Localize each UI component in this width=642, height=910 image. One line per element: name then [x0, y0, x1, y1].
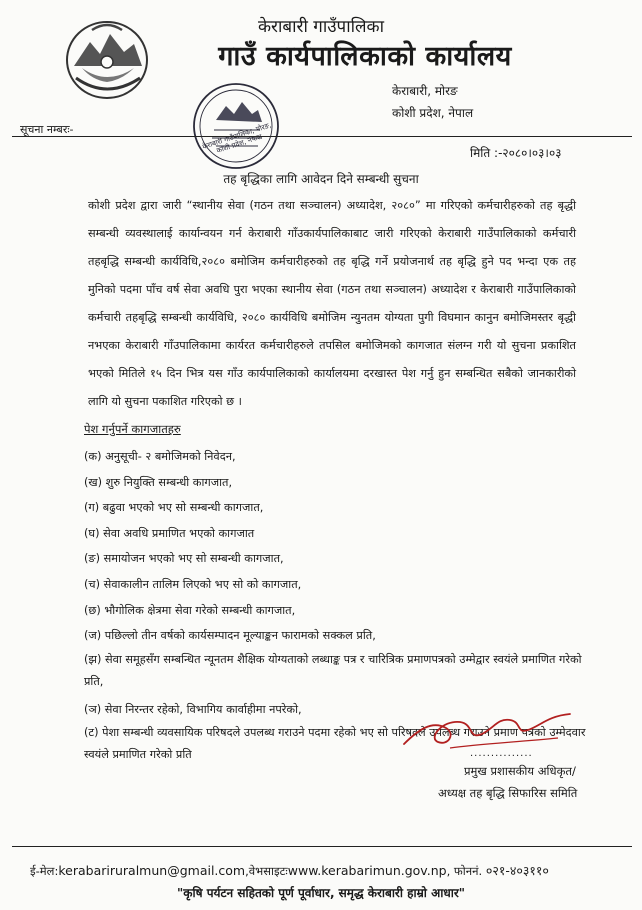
footer-contact: [30, 862, 549, 879]
stamp-text: केराबारी गाउँपालिका, मोरङ, कोशी प्रदेश, नेपाल: [201, 121, 273, 155]
notice-number-label: सूचना नम्बरः-: [20, 123, 74, 136]
notice-subject: तह बृद्धिका लागि आवेदन दिने सम्बन्धी सुचना: [223, 172, 419, 186]
signatory-subtitle: अध्यक्ष तह बृद्धि सिफारिस समिति: [438, 786, 578, 800]
document-item: (ञ) सेवा निरन्तर रहेको, विभागिय कार्वाहीमा नपरेको,: [84, 702, 302, 716]
documents-heading: पेश गर्नुपर्ने कागजातहरु: [84, 422, 181, 436]
website-label: ,वेभसाइटः: [245, 864, 288, 878]
document-item: (ग) बढुवा भएको भए सो सम्बन्धी कागजात,: [84, 501, 264, 515]
signature-line: ...............: [470, 748, 533, 759]
document-item: (ङ) समायोजन भएको भए सो सम्बन्धी कागजात,: [84, 552, 284, 566]
document-item: (च) सेवाकालीन तालिम लिएको भए सो को कागजात,: [84, 577, 302, 591]
email-link[interactable]: kerabariruralmun@gmail.com: [58, 863, 246, 878]
header-divider: [12, 136, 632, 137]
phone-label: , फोननं.: [446, 864, 486, 878]
notice-date: मिति :-२०८०।०३।०३: [470, 146, 562, 160]
office-address: [392, 80, 473, 124]
document-item: (छ) भौगोलिक क्षेत्रमा सेवा गरेको सम्बन्धी कागजात,: [84, 603, 296, 617]
document-item: (घ) सेवा अवधि प्रमाणित भएको कागजात: [84, 526, 255, 540]
document-item: (ख) शुरु नियुक्ति सम्बन्धी कागजात,: [84, 475, 233, 489]
notice-body: कोशी प्रदेश द्वारा जारी “स्थानीय सेवा (गठन तथा सञ्चालन) अध्यादेश, २०८०” मा गरिएको कर्मचारीहरुको तह बृद्धी सम्बन्धी व्यवस्थालाई कार्यान्वयन गर्न केराबारी गाँउकार्यपालिकाबाट जारी गरिएको केराबारी गाउँपालिकाको कर्मचारी तहबृद्धि सम्बन्धी कार्यविधि,२०८० बमोजिम कर्मचारीहरुको तह बृद्धि गर्ने प्रयोजनार्थ तह बृद्धि हुने पद भन्दा एक तह मुनिको पदमा पाँच वर्ष सेवा अवधि पुरा भएका स्थानीय सेवा (गठन तथा सञ्चालन) अध्यादेश र केराबारी गाउँपालिकाको कर्मचारी तहबृद्धि सम्बन्धी कार्यविधि, २०८० कार्यविधि बमोजिम न्युनतम योग्यता पुगी विघमान कानुन बमोजिमस्तर बृद्धी नभएका केराबारी गाँउपालिकामा कार्यरत कर्मचारीहरुले तपसिल बमोजिमको कागजात संलग्न गरी यो सुचना प्रकाशित भएको मितिले १५ दिन भित्र यस गाँउ कार्यपालिकाको कार्यालयमा दरखास्त पेश गर्नु हुन सम्बन्धित सबैको जानकारीको लागि यो सुचना पकाशित गरिएको छ ।: [88, 199, 576, 408]
document-item: (क) अनुसूची- २ बमोजिमको निवेदन,: [84, 450, 236, 463]
footer-slogan: "कृषि पर्यटन सहितको पूर्ण पूर्वाधार, समृद्ध केराबारी हाम्रो आधार": [177, 886, 465, 900]
website-link[interactable]: www.kerabarimun.gov.np: [287, 863, 447, 878]
document-item: (ट) पेशा सम्बन्धी व्यवसायिक परिषदले उपलब्ध गराउने पदमा रहेको भए सो परिषदले उपलब्ध गराउने प्रमाण पत्रको उम्मेदवार स्वयंले प्रमाणित गरेको प्रति: [84, 726, 586, 762]
office-title: गाउँ कार्यपालिकाको कार्यालय: [218, 41, 512, 72]
municipality-name: केराबारी गाउँपालिका: [257, 17, 385, 37]
document-item: (झ) सेवा समूहसँग सम्बन्धित न्यूनतम शैक्षिक योग्यताको लब्धाङ्क पत्र र चारित्रिक प्रमाणपत्रको उम्मेद्वार स्वयंले प्रमाणित गरेको प्रति,: [84, 652, 582, 688]
address-line-2: कोशी प्रदेश, नेपाल: [392, 106, 474, 120]
signatory-title: प्रमुख प्रशासकीय अधिकृत/: [464, 764, 576, 778]
email-label: ई-मेल:: [30, 864, 59, 878]
footer-divider: [12, 846, 632, 847]
document-item: (ज) पछिल्लो तीन वर्षको कार्यसम्पादन मूल्याङ्कन फारामको सक्कल प्रति,: [84, 629, 376, 643]
address-line-1: केराबारी, मोरङ: [392, 84, 458, 98]
phone-number: ०२१-४०३११०: [485, 863, 549, 878]
